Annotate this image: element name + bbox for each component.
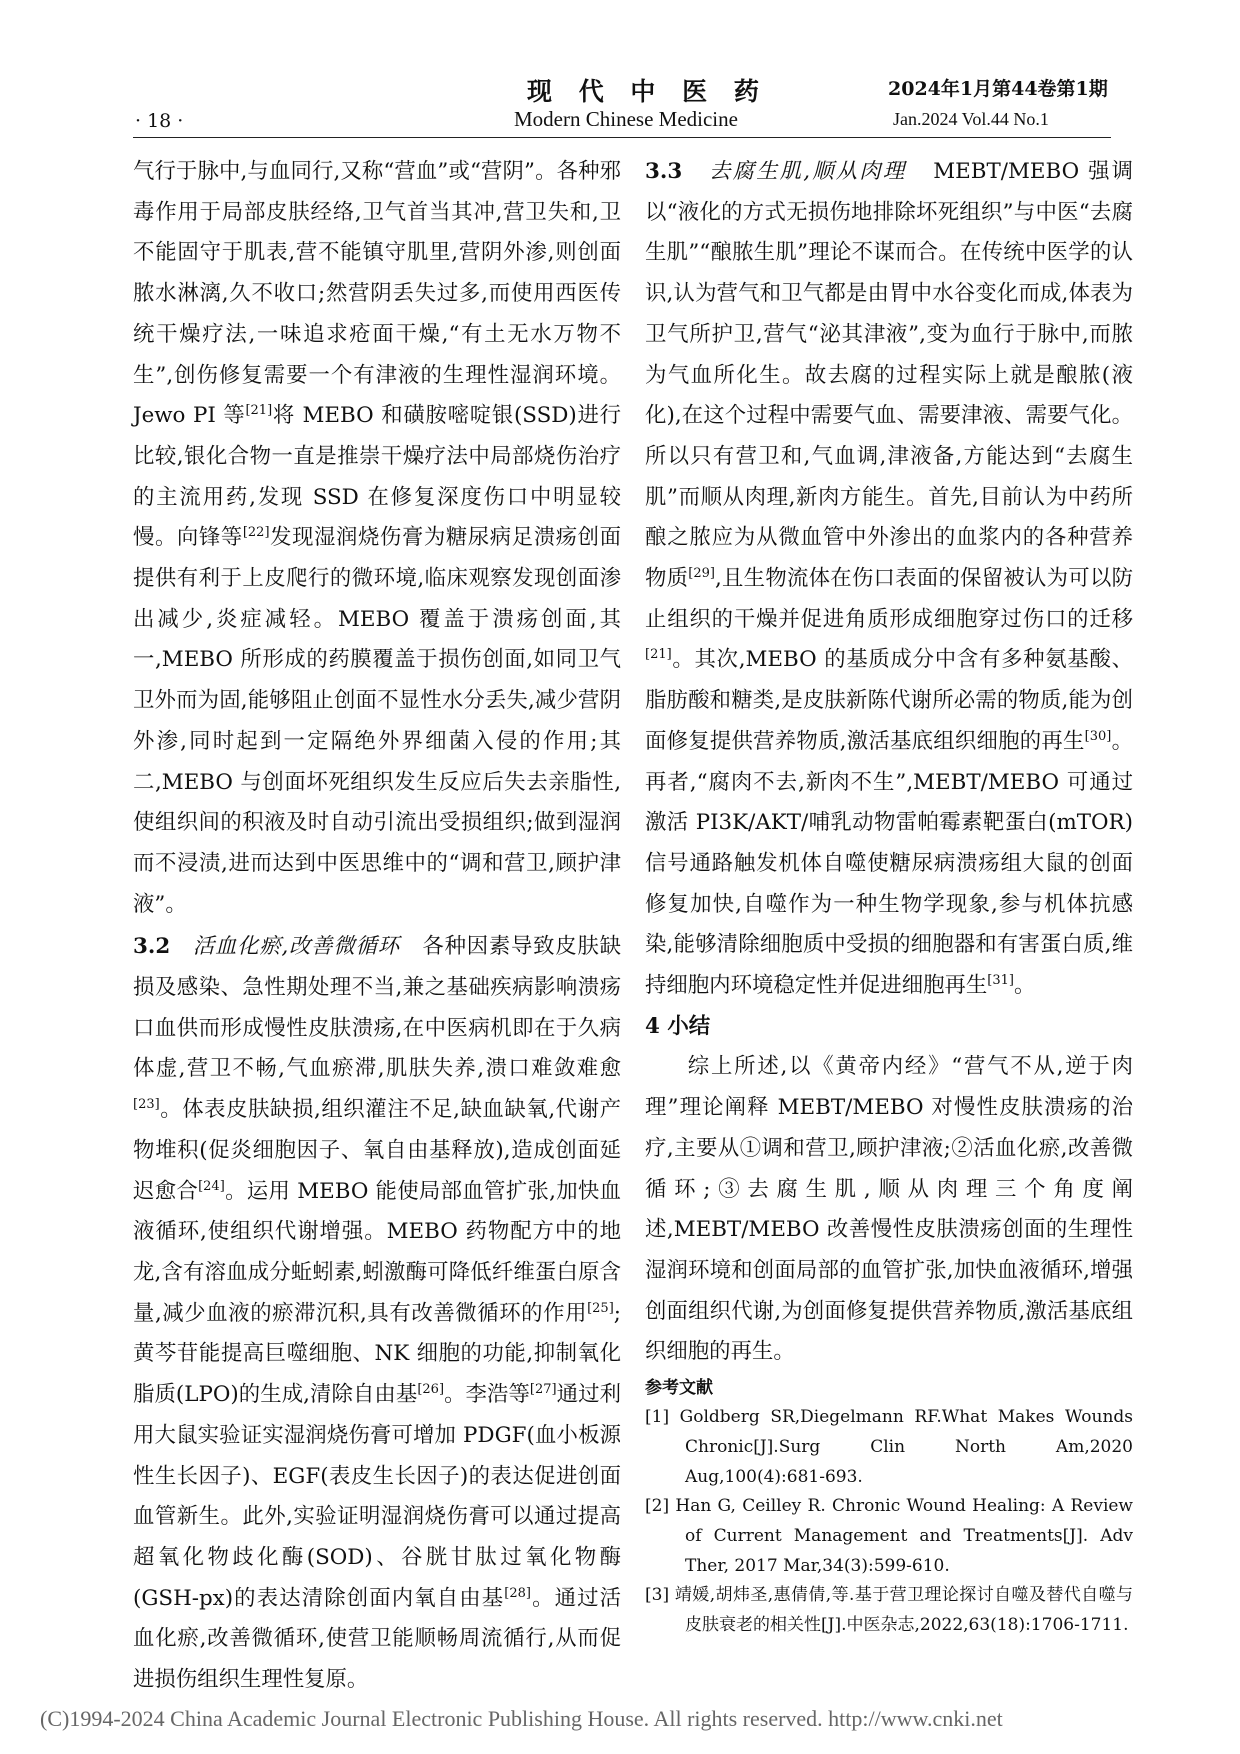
reference-item: [2] Han G, Ceilley R. Chronic Wound Healing: A Review of Current Management and Treatments[J]. Adv Ther, 2017 Mar,34(3):599-610.: [645, 1496, 1133, 1576]
citation: [25]: [587, 1300, 614, 1316]
citation: [28]: [504, 1585, 531, 1601]
citation: [27]: [529, 1381, 557, 1397]
section-title: 活血化瘀,改善微循环: [192, 934, 400, 960]
text: 。李浩等: [444, 1382, 530, 1408]
text: 。: [1013, 973, 1036, 999]
section-3-3: [645, 152, 1133, 1007]
text: ;黄芩苷能提高巨噬细胞、NK 细胞的功能,抑制氧化脂质(LPO)的生成,清除自由基: [133, 1300, 621, 1408]
text: 将 MEBO 和磺胺嘧啶银(SSD)进行比较,银化合物一直是推崇干燥疗法中局部烧伤治疗的主流用药,发现 SSD 在修复深度伤口中明显较慢。向锋等: [133, 403, 621, 551]
citation: [26]: [417, 1381, 445, 1397]
citation: [23]: [133, 1097, 160, 1113]
text: 发现湿润烧伤膏为糖尿病足溃疡创面提供有利于上皮爬行的微环境,临床观察发现创面渗出减少,炎症减轻。MEBO 覆盖于溃疡创面,其一,MEBO 所形成的药膜覆盖于损伤创面,如同卫气卫外而为固,能够阻止创面不显性水分丢失,减少营阴外渗,同时起到一定隔绝外界细菌入侵的作用;其二,MEBO 与创面坏死组织发生反应后失去亲脂性,使组织间的积液及时自动引流出受损组织;做到湿润而不浸渍,进而达到中医思维中的“调和营卫,顾护津液”。: [133, 525, 621, 917]
citation: [30]: [1084, 728, 1112, 744]
text: 。再者,“腐肉不去,新肉不生”,MEBT/MEBO 可通过激活 PI3K/AKT/哺乳动物雷帕霉素靶蛋白(mTOR)信号通路触发机体自噬使糖尿病溃疡组大鼠的创面修复加快,自噬作为一种生物学现象,参与机体抗感染,能够清除细胞质中受损的细胞器和有害蛋白质,维持细胞内环境稳定性并促进细胞再生: [645, 728, 1133, 999]
section-3-2: [133, 927, 621, 1700]
section-title: 去腐生肌,顺从肉理: [709, 159, 907, 184]
section-number: 3.2: [133, 934, 171, 960]
text: 。其次,MEBO 的基质成分中含有多种氨基酸、脂肪酸和糖类,是皮肤新陈代谢所必需的物质,能为创面修复提供营养物质,激活基底组织细胞的再生: [645, 647, 1133, 754]
citation: [21]: [645, 647, 672, 663]
reference-item: [1] Goldberg SR,Diegelmann RF.What Makes Wounds Chronic[J].Surg Clin North Am,2020 Aug,100(4):681-693.: [645, 1407, 1133, 1487]
volume-info: Jan.2024 Vol.44 No.1: [893, 109, 1049, 129]
paragraph: [133, 152, 621, 925]
text: 。运用 MEBO 能使局部血管扩张,加快血液循环,使组织代谢增强。MEBO 药物配方中的地龙,含有溶血成分蚯蚓素,蚓激酶可降低纤维蛋白原含量,减少血液的瘀滞沉积,具有改善微循环的作用: [133, 1178, 621, 1326]
text: ,且生物流体在伤口表面的保留被认为可以防止组织的干燥并促进角质形成细胞穿过伤口的迁移: [645, 566, 1133, 632]
text: 各种因素导致皮肤缺损及感染、急性期处理不当,兼之基础疾病影响溃疡口血供而形成慢性皮肤溃疡,在中医病机即在于久病体虚,营卫不畅,气血瘀滞,肌肤失养,溃口难敛难愈: [133, 934, 621, 1082]
text: MEBT/MEBO 强调以“液化的方式无损伤地排除坏死组织”与中医“去腐生肌”“酿脓生肌”理论不谋而合。在传统中医学的认识,认为营气和卫气都是由胃中水谷变化而成,体表为卫气所护卫,营气“泌其津液”,变为血行于脉中,而脓为气血所化生。故去腐的过程实际上就是酿脓(液化),在这个过程中需要气血、需要津液、需要气化。所以只有营卫和,气血调,津液备,方能达到“去腐生肌”而顺从肉理,新肉方能生。首先,目前认为中药所酿之脓应为从微血管中外渗出的血浆内的各种营养物质: [645, 159, 1133, 592]
page-number: · 18 ·: [135, 110, 184, 132]
header-rule: [133, 137, 1111, 138]
text: 。体表皮肤缺损,组织灌注不足,缺血缺氧,代谢产物堆积(促炎细胞因子、氧自由基释放),造成创面延迟愈合: [133, 1097, 621, 1204]
journal-title-en: Modern Chinese Medicine: [514, 107, 738, 131]
text: 通过利用大鼠实验证实湿润烧伤膏可增加 PDGF(血小板源性生长因子)、EGF(表皮生长因子)的表达促进创面血管新生。此外,实验证明湿润烧伤膏可以通过提高超氧化物歧化酶(SOD)、谷胱甘肽过氧化物酶(GSH-px)的表达清除创面内氧自由基: [133, 1382, 621, 1611]
conclusion-paragraph: 综上所述,以《黄帝内经》“营气不从,逆于肉理”理论阐释 MEBT/MEBO 对慢性皮肤溃疡的治疗,主要从①调和营卫,顾护津液;②活血化瘀,改善微循环;③去腐生肌,顺从肉理三个角度阐述,MEBT/MEBO 改善慢性皮肤溃疡创面的生理性湿润环境和创面局部的血管扩张,加快血液循环,增强创面组织代谢,为创面修复提供营养物质,激活基底组织细胞的再生。: [645, 1054, 1133, 1365]
text: 气行于脉中,与血同行,又称“营血”或“营阴”。各种邪毒作用于局部皮肤经络,卫气首当其冲,营卫失和,卫不能固守于肌表,营不能镇守肌里,营阴外渗,则创面脓水淋漓,久不收口;然营阴丢失过多,而使用西医传统干燥疗法,一味追求疮面干燥,“有土无水万物不生”,创伤修复需要一个有津液的生理性湿润环境。Jewo PI 等: [133, 159, 621, 429]
left-column: [133, 152, 621, 1701]
section-number: 3.3: [645, 159, 683, 184]
section-4-heading: 4 小结: [645, 1013, 711, 1039]
citation: [29]: [688, 565, 715, 581]
citation: [31]: [987, 972, 1014, 988]
copyright-footer: (C)1994-2024 China Academic Journal Electronic Publishing House. All rights reserved. http://www.cnki.net: [40, 1706, 1003, 1731]
citation: [21]: [245, 403, 273, 419]
right-column: [645, 152, 1133, 1641]
citation: [22]: [242, 525, 270, 541]
citation: [24]: [198, 1178, 225, 1194]
journal-title-cn: 现 代 中 医 药: [527, 77, 768, 106]
issue-date: 2024年1月第44卷第1期: [888, 78, 1108, 100]
references-heading: 参考文献: [645, 1378, 713, 1399]
text: 。通过活血化瘀,改善微循环,使营卫能顺畅周流循行,从而促进损伤组织生理性复原。: [133, 1585, 621, 1693]
reference-item: [3] 靖媛,胡炜圣,惠倩倩,等.基于营卫理论探讨自噬及替代自噬与皮肤衰老的相关性[J].中医杂志,2022,63(18):1706-1711.: [645, 1585, 1133, 1636]
